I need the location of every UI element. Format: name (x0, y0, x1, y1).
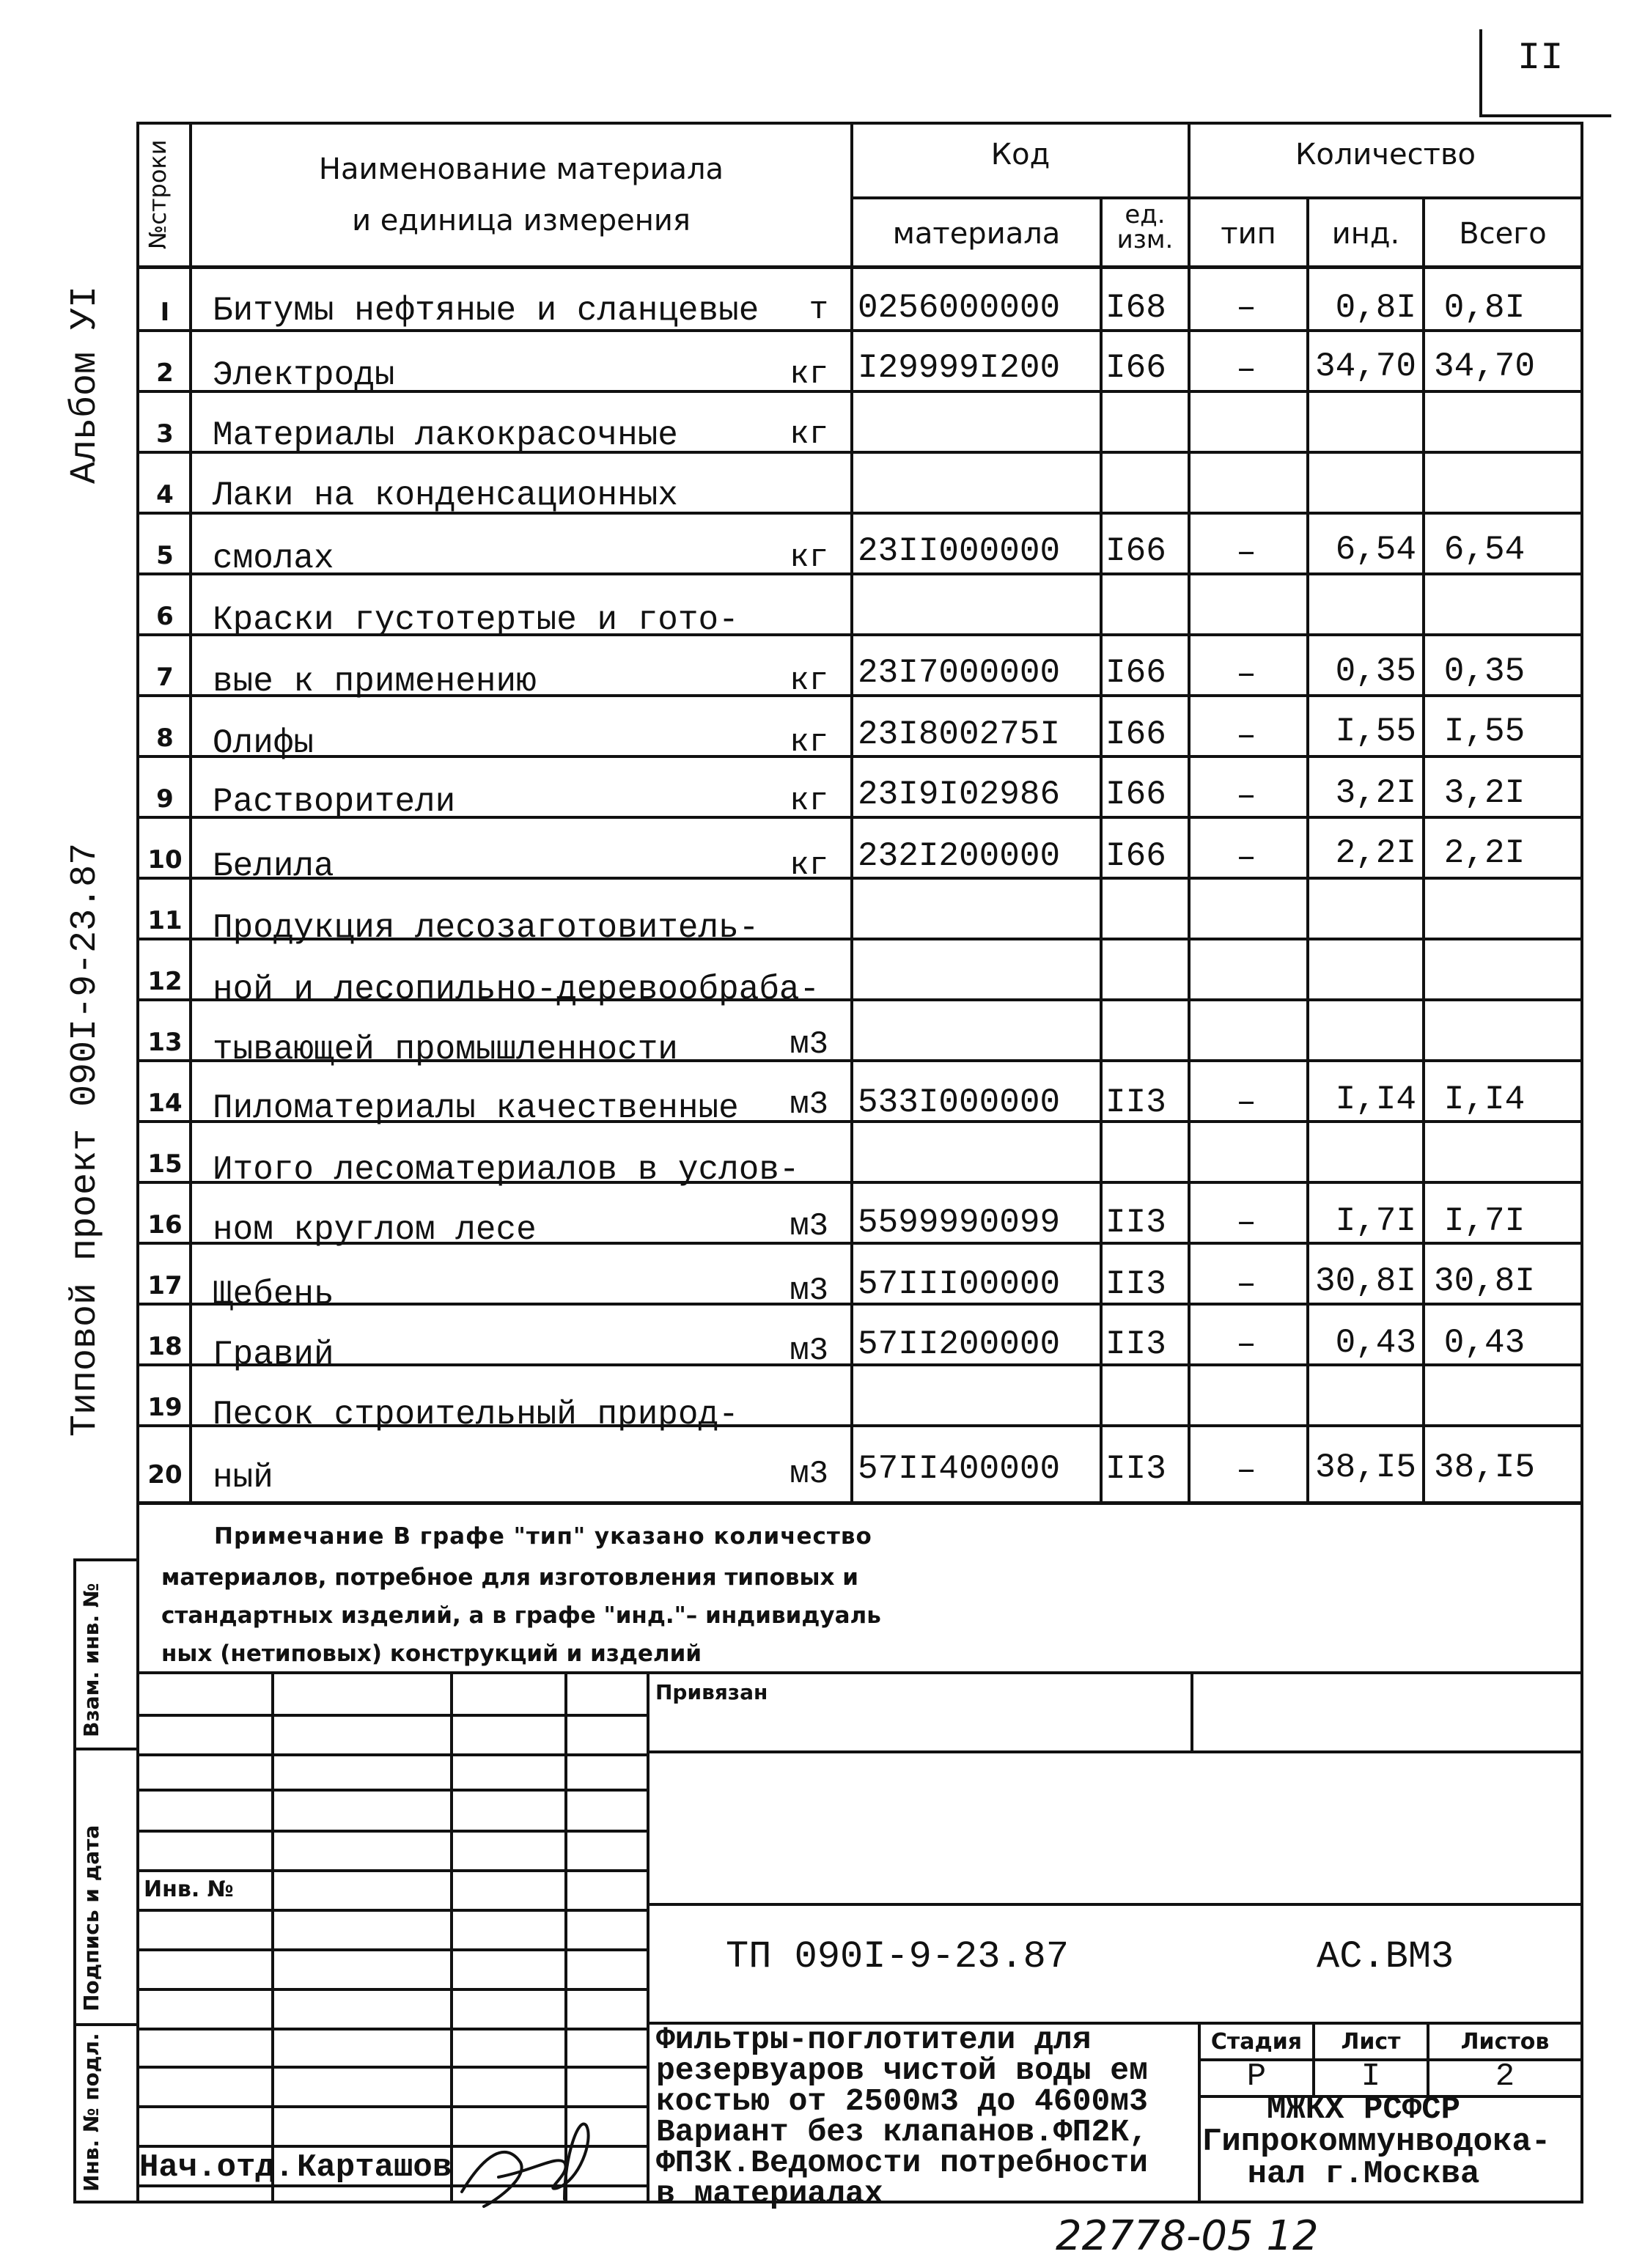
qty-type: – (1236, 1265, 1256, 1303)
row-number: 9 (156, 784, 174, 814)
inv-label: Инв. № (144, 1877, 234, 1902)
row-number: 2 (156, 358, 174, 388)
row-number: 17 (147, 1271, 183, 1300)
row-number: 13 (147, 1028, 183, 1057)
material-name: ный (213, 1459, 273, 1497)
material-code: 57III00000 (858, 1265, 1061, 1303)
row-number: 20 (147, 1460, 183, 1490)
qty-ind: I,I4 (1335, 1080, 1416, 1119)
material-code: 533I000000 (858, 1083, 1061, 1122)
qty-ind: 2,2I (1335, 834, 1416, 872)
material-code: 23I800275I (858, 715, 1061, 754)
stamp-side-label: Подпись и дата (79, 1825, 103, 2011)
note-line: стандартных изделий, а в графе "инд."– индивидуаль (161, 1602, 881, 1629)
material-name: Белила (213, 847, 334, 886)
sheets-label: Листов (1460, 2029, 1550, 2055)
document-description: резервуаров чистой воды ем (656, 2052, 1148, 2088)
material-name: Гравий (213, 1336, 334, 1374)
unit-code: I66 (1105, 654, 1166, 692)
qty-total: 0,43 (1443, 1324, 1526, 1362)
qty-ind: I,7I (1335, 1202, 1416, 1240)
unit-code: II3 (1105, 1450, 1166, 1488)
qty-total: 0,35 (1443, 652, 1526, 691)
qty-type: – (1236, 350, 1256, 389)
material-name: Олифы (213, 724, 314, 762)
note-line: Примечание В графе "тип" указано количество (214, 1523, 872, 1550)
unit-code: II3 (1105, 1204, 1166, 1242)
qty-type: – (1236, 717, 1256, 755)
material-name: Продукция лесозаготовитель- (213, 909, 759, 947)
stage-value: Р (1246, 2058, 1267, 2095)
qty-total: 2,2I (1443, 834, 1526, 872)
unit: м3 (790, 1208, 828, 1245)
note-line: материалов, потребное для изготовления типовых и (161, 1564, 859, 1591)
header-name-sub: и единица измерения (352, 204, 691, 238)
note-line: ных (нетиповых) конструкций и изделий (161, 1641, 702, 1667)
document-mark: АС.ВМ3 (1317, 1935, 1454, 1978)
material-name: Песок строительный природ- (213, 1396, 739, 1434)
row-number: 16 (147, 1210, 183, 1240)
header-code: Код (990, 138, 1050, 172)
material-name: ной и лесопильно-деревообраба- (213, 971, 820, 1009)
material-name: Пиломатериалы качественные (213, 1089, 739, 1127)
document-description: ФП3К.Ведомости потребности (656, 2145, 1148, 2181)
header-q-total: Всего (1459, 217, 1547, 251)
qty-type: – (1236, 289, 1256, 327)
unit: т (809, 292, 828, 328)
qty-ind: 38,I5 (1314, 1448, 1416, 1487)
unit: кг (790, 356, 828, 393)
qty-total: 6,54 (1443, 531, 1526, 569)
sheet-number: II (1517, 37, 1564, 80)
material-name: Электроды (213, 356, 395, 394)
head-name: Карташов (297, 2149, 452, 2186)
qty-ind: 0,35 (1335, 652, 1416, 691)
qty-total: 38,I5 (1433, 1448, 1536, 1487)
qty-ind: 6,54 (1335, 531, 1416, 569)
unit-code: II3 (1105, 1265, 1166, 1303)
row-number: 19 (147, 1393, 183, 1422)
document-code: ТП 090I-9-23.87 (726, 1935, 1070, 1978)
row-number: 11 (147, 906, 183, 935)
qty-total: 34,70 (1433, 347, 1536, 386)
unit-code: I66 (1105, 532, 1166, 570)
unit-code: I66 (1105, 776, 1166, 814)
organization: нал г.Москва (1247, 2156, 1480, 2192)
qty-type: – (1236, 1451, 1256, 1490)
material-code: 232I200000 (858, 837, 1061, 875)
head-role: Нач.отд. (139, 2149, 295, 2186)
unit: кг (790, 783, 828, 820)
header-q-type: тип (1221, 217, 1276, 251)
row-number: 4 (156, 480, 174, 509)
row-number: 8 (156, 724, 174, 753)
material-name: Краски густотертые и гото- (213, 601, 739, 639)
material-name: Битумы нефтяные и сланцевые (213, 292, 759, 330)
document-description: Вариант без клапанов.ФП2К, (656, 2114, 1148, 2150)
unit: кг (790, 540, 828, 576)
qty-ind: 34,70 (1314, 347, 1416, 386)
material-code: 0256000000 (858, 289, 1061, 327)
material-name: смолах (213, 540, 334, 578)
qty-total: 30,8I (1433, 1262, 1536, 1300)
qty-type: – (1236, 655, 1256, 693)
unit-code: II3 (1105, 1083, 1166, 1122)
corner-divider (1479, 114, 1611, 117)
document-description: костью от 2500м3 до 4600м3 (656, 2083, 1148, 2119)
attached-label: Привязан (655, 1680, 768, 1704)
material-code: 57II200000 (858, 1325, 1061, 1363)
material-name: Итого лесоматериалов в услов- (213, 1151, 800, 1189)
header-code-material: материала (892, 217, 1061, 251)
qty-type: – (1236, 839, 1256, 877)
document-description: Фильтры-поглотители для (656, 2022, 1092, 2058)
header-q-ind: инд. (1331, 217, 1400, 251)
material-name: Материалы лакокрасочные (213, 416, 678, 454)
signature (455, 2111, 623, 2214)
unit-code: I66 (1105, 349, 1166, 387)
qty-ind: 0,8I (1335, 289, 1416, 327)
material-code: 5599990099 (858, 1204, 1061, 1242)
album-label: Альбом УI (65, 285, 106, 484)
qty-type: – (1236, 534, 1256, 572)
unit-code: I68 (1105, 289, 1166, 327)
qty-ind: 30,8I (1314, 1262, 1416, 1300)
row-number: 15 (147, 1149, 183, 1179)
unit-code: I66 (1105, 715, 1166, 754)
header-row-no: №строки (144, 139, 172, 249)
unit-code: I66 (1105, 837, 1166, 875)
stamp-side-label: Инв. № подл. (79, 2033, 103, 2192)
header-quantity: Количество (1295, 138, 1476, 172)
header-code-unit: ед. изм. (1116, 200, 1174, 254)
unit: м3 (790, 1273, 828, 1309)
unit: кг (790, 663, 828, 699)
material-name: тывающей промышленности (213, 1031, 678, 1069)
row-number: 18 (147, 1332, 183, 1361)
qty-ind: I,55 (1335, 713, 1416, 751)
unit: кг (790, 724, 828, 761)
stage-label: Стадия (1210, 2029, 1303, 2055)
header-name: Наименование материала (318, 152, 724, 186)
unit: м3 (790, 1333, 828, 1369)
archive-number: 22778-05 12 (1056, 2212, 1319, 2260)
material-name: Растворители (213, 783, 456, 821)
material-code: 23II000000 (858, 532, 1061, 570)
qty-ind: 3,2I (1335, 774, 1416, 812)
corner-divider (1479, 29, 1482, 117)
project-label: Типовой проект 090I-9-23.87 (65, 842, 106, 1437)
qty-total: I,55 (1443, 713, 1526, 751)
sheet-label: Лист (1341, 2029, 1401, 2055)
unit: кг (790, 847, 828, 884)
sheet-value: I (1361, 2058, 1381, 2095)
row-number: 12 (147, 967, 183, 996)
row-number: 5 (156, 541, 174, 570)
row-number: 14 (147, 1089, 183, 1118)
material-name: вые к применению (213, 663, 537, 701)
qty-type: – (1236, 777, 1256, 815)
qty-total: 0,8I (1443, 289, 1526, 327)
unit: м3 (790, 1086, 828, 1123)
row-number: I (160, 298, 170, 327)
material-code: 23I7000000 (858, 654, 1061, 692)
material-code: 57II400000 (858, 1450, 1061, 1488)
qty-total: I,7I (1443, 1202, 1526, 1240)
material-code: 23I9I02986 (858, 776, 1061, 814)
material-name: ном круглом лесе (213, 1211, 537, 1249)
qty-total: I,I4 (1443, 1080, 1526, 1119)
document-description: в материалах (656, 2176, 883, 2212)
row-number: 6 (156, 602, 174, 631)
qty-type: – (1236, 1204, 1256, 1242)
qty-type: – (1236, 1325, 1256, 1363)
material-name: Щебень (213, 1275, 334, 1314)
organization: Гипрокоммунводока- (1202, 2124, 1551, 2160)
unit-code: II3 (1105, 1325, 1166, 1363)
organization: МЖКХ РСФСР (1266, 2091, 1461, 2128)
row-number: 7 (156, 663, 174, 692)
row-number: 10 (147, 845, 183, 875)
unit: м3 (790, 1456, 828, 1492)
qty-total: 3,2I (1443, 774, 1526, 812)
stamp-side-label: Взам. инв. № (79, 1583, 103, 1737)
row-number: 3 (156, 419, 174, 449)
unit: м3 (790, 1026, 828, 1063)
material-code: I29999I200 (858, 349, 1061, 387)
qty-type: – (1236, 1083, 1256, 1122)
unit: кг (790, 416, 828, 453)
material-name: Лаки на конденсационных (213, 476, 678, 515)
qty-ind: 0,43 (1335, 1324, 1416, 1362)
sheets-value: 2 (1495, 2058, 1515, 2095)
